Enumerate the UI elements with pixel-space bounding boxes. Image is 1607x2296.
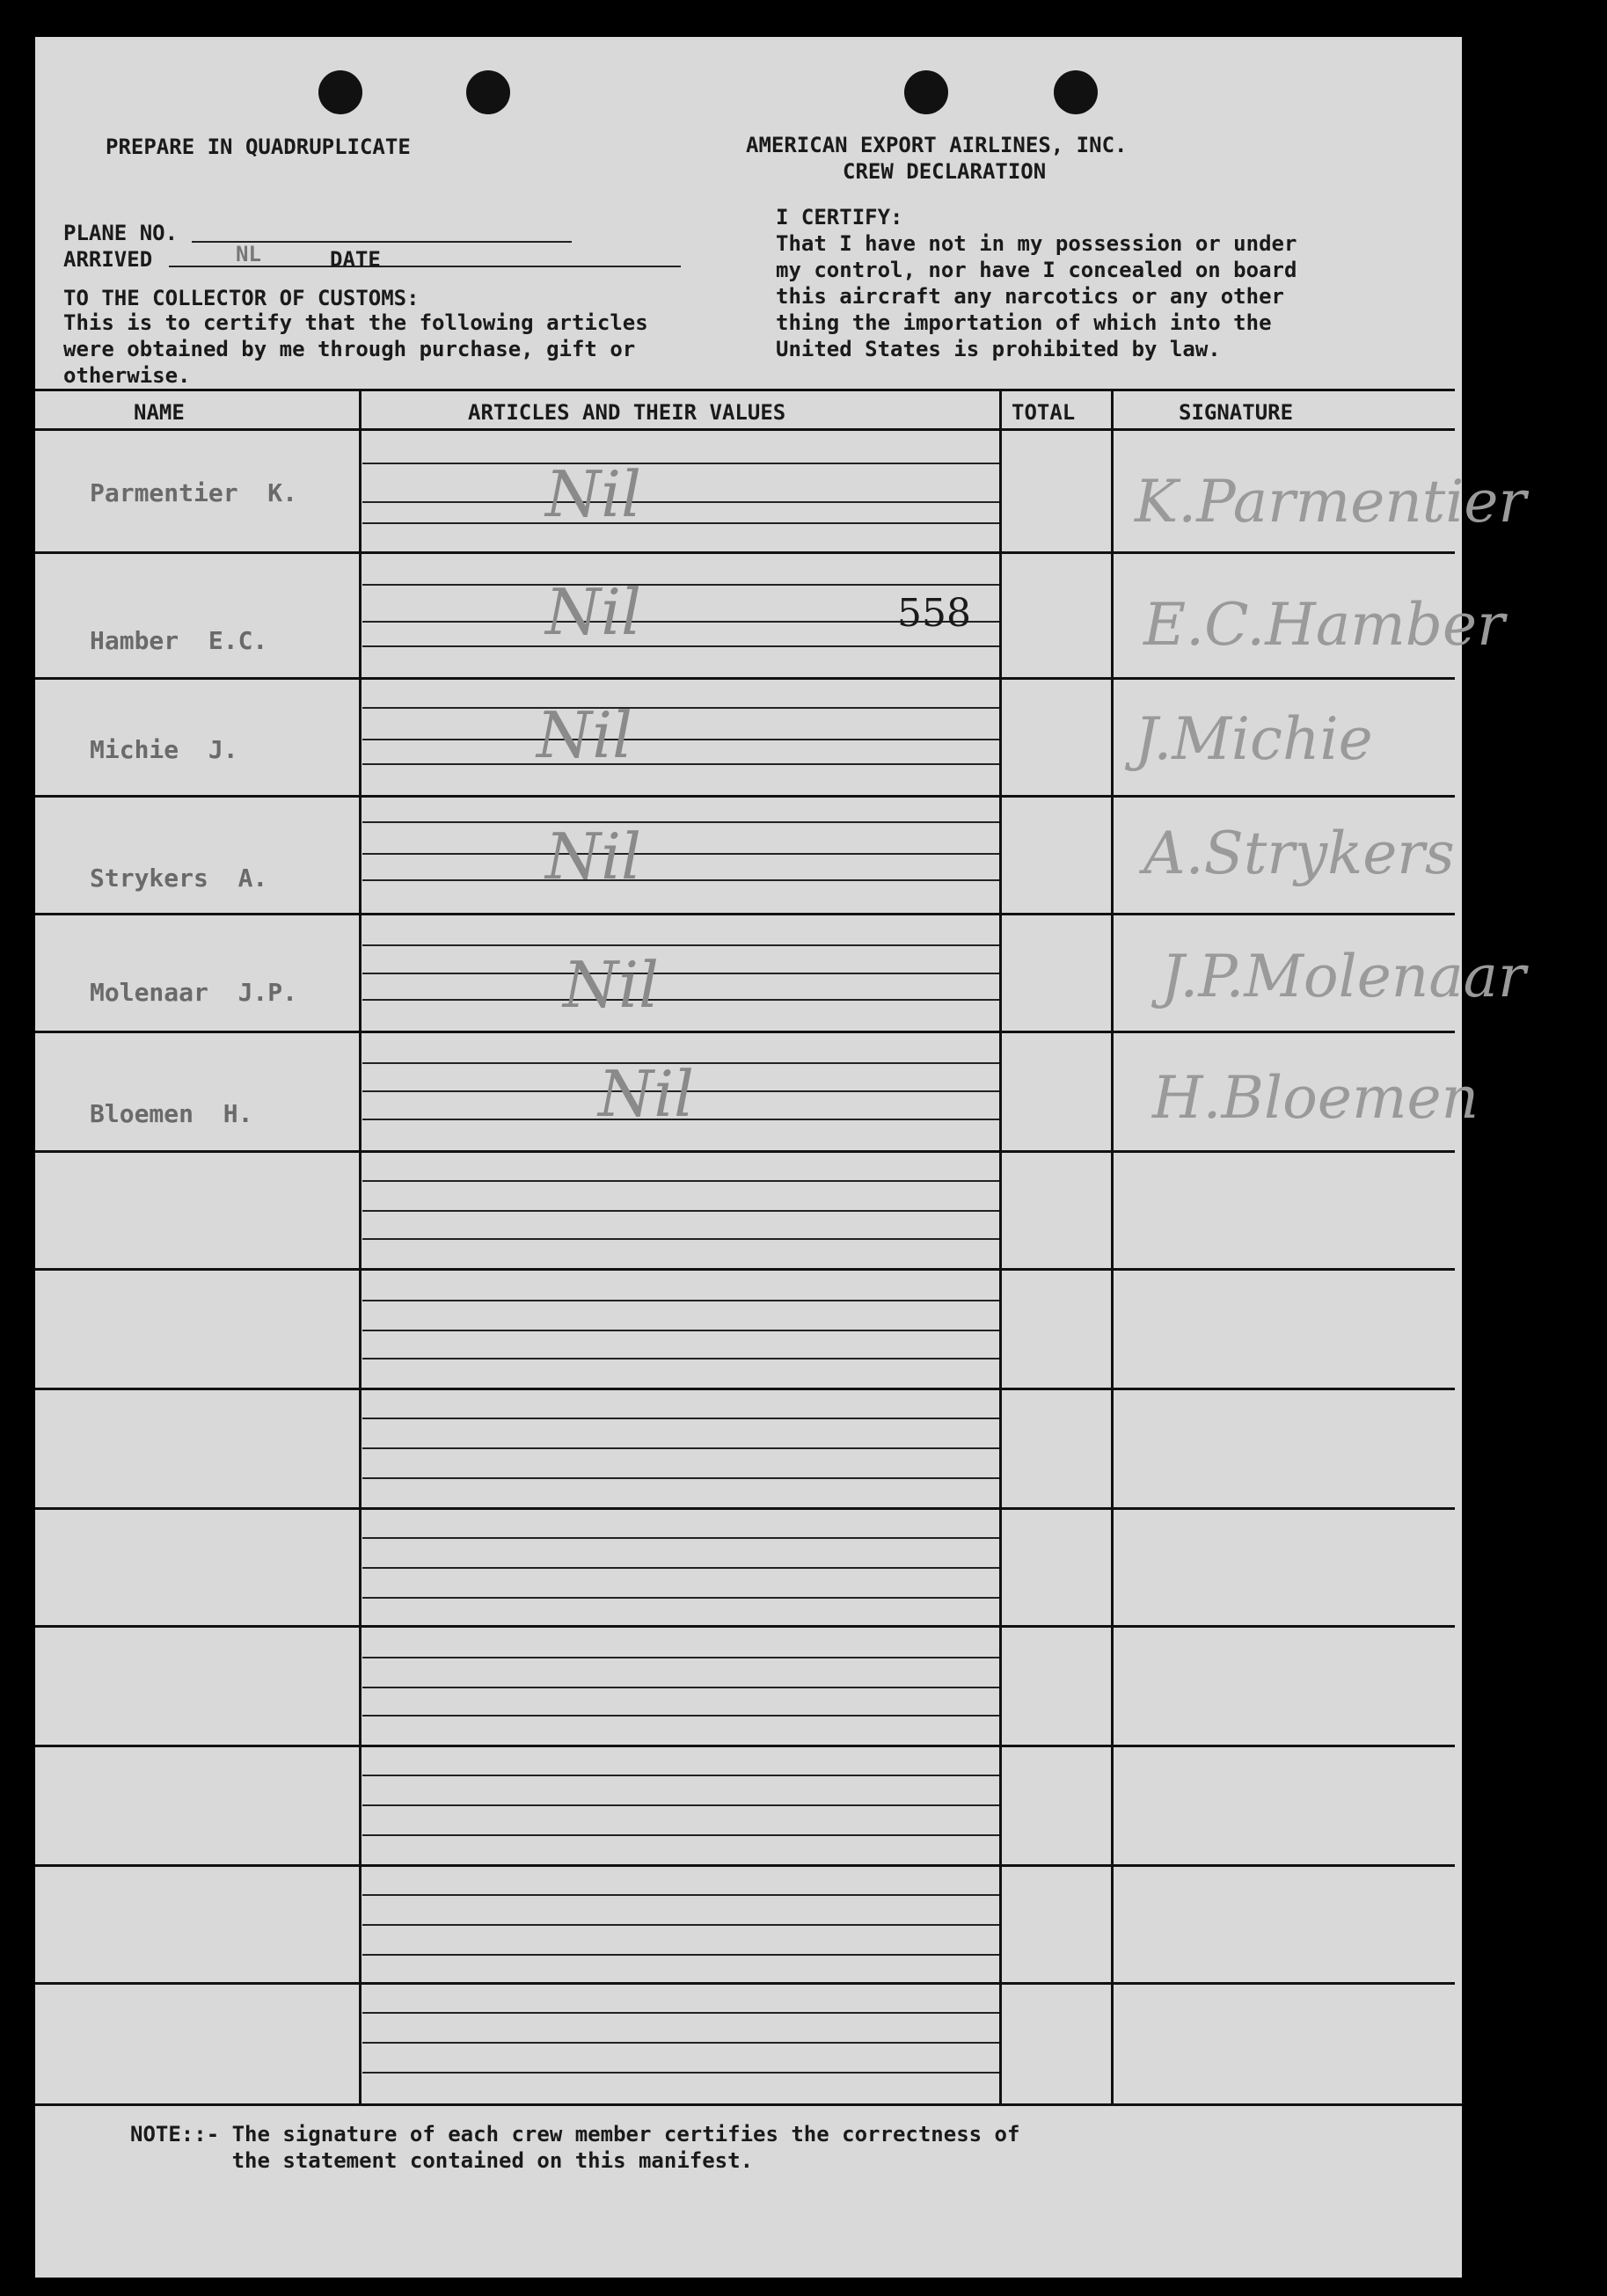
row-separator	[35, 1150, 1455, 1153]
date-label: DATE	[330, 247, 381, 272]
certify-left-text: This is to certify that the following articles were obtained by me through purchase, gift or otherwise.	[63, 310, 648, 388]
crew-name: Hamber E.C.	[90, 626, 268, 655]
arrived-value: NL	[236, 242, 261, 266]
table-bottom-border	[35, 2103, 1462, 2106]
articles-entry: Nil	[545, 457, 642, 531]
articles-entry: Nil	[563, 948, 660, 1022]
footer-note: NOTE::- The signature of each crew member certifies the correctness of the statement contained on this manifest.	[130, 2122, 1020, 2173]
column-header-articles: ARTICLES AND THEIR VALUES	[468, 400, 786, 425]
row-separator	[35, 1388, 1455, 1390]
column-header-signature: SIGNATURE	[1179, 400, 1294, 425]
crew-signature: E.C.Hamber	[1143, 591, 1505, 659]
punch-hole	[318, 70, 362, 114]
company-name: AMERICAN EXPORT AIRLINES, INC.	[746, 133, 1128, 157]
row-separator	[35, 1745, 1455, 1747]
row-separator	[35, 913, 1455, 915]
crew-signature: A.Strykers	[1143, 820, 1455, 887]
articles-entry: Nil	[537, 698, 633, 772]
column-header-total: TOTAL	[1012, 400, 1076, 425]
column-header-name: NAME	[134, 400, 185, 425]
articles-entry: Nil	[545, 575, 642, 649]
document-title: CREW DECLARATION	[843, 159, 1047, 184]
certify-heading: I CERTIFY:	[776, 205, 903, 230]
articles-entry: Nil	[598, 1057, 695, 1131]
punch-hole	[466, 70, 510, 114]
row-separator	[35, 1982, 1455, 1985]
crew-name: Molenaar J.P.	[90, 978, 298, 1007]
col-divider-name	[359, 389, 362, 2103]
header-bottom-border	[35, 428, 1455, 431]
declaration-form	[35, 37, 1527, 2278]
plane-no-label: PLANE NO.	[63, 221, 179, 245]
crew-name: Strykers A.	[90, 864, 268, 893]
table-top-border	[35, 389, 1455, 391]
crew-signature: J.P.Molenaar	[1161, 943, 1526, 1010]
collector-heading: TO THE COLLECTOR OF CUSTOMS:	[63, 286, 420, 310]
certify-right-text: That I have not in my possession or under my control, nor have I concealed on board this aircraft any narcotics or any other thing the importation of which into the United States is prohibited by law.	[776, 231, 1297, 361]
row-separator	[35, 1031, 1455, 1033]
arrived-label: ARRIVED	[63, 247, 153, 272]
row-separator	[35, 795, 1455, 798]
quadruplicate-heading: PREPARE IN QUADRUPLICATE	[106, 135, 411, 159]
stamp-number: 558	[897, 591, 971, 636]
crew-signature: J.Michie	[1135, 705, 1373, 773]
row-separator	[35, 1625, 1455, 1628]
row-separator	[35, 1864, 1455, 1867]
punch-hole	[904, 70, 948, 114]
punch-hole	[1054, 70, 1098, 114]
col-divider-articles	[999, 389, 1002, 2103]
crew-signature: H.Bloemen	[1152, 1064, 1479, 1132]
row-separator	[35, 551, 1455, 554]
crew-name: Bloemen H.	[90, 1099, 253, 1128]
row-separator	[35, 1268, 1455, 1271]
crew-signature: K.Parmentier	[1135, 468, 1527, 536]
crew-name: Parmentier K.	[90, 478, 298, 507]
row-separator	[35, 677, 1455, 680]
crew-name: Michie J.	[90, 735, 238, 764]
row-separator	[35, 1507, 1455, 1510]
articles-entry: Nil	[545, 820, 642, 893]
col-divider-total	[1111, 389, 1114, 2103]
